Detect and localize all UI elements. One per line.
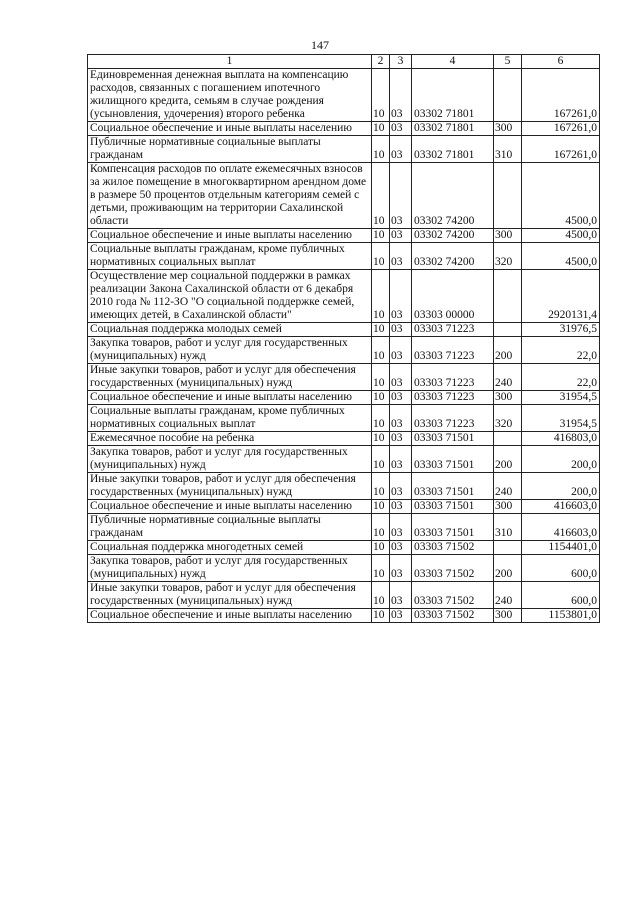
row-target-code-cell: 03303 71501 (412, 514, 494, 541)
row-section-cell: 10 (372, 69, 390, 122)
table-row (88, 323, 600, 337)
row-amount-cell: 416603,0 (522, 500, 600, 514)
row-amount-cell: 22,0 (522, 337, 600, 364)
row-name-cell: Закупка товаров, работ и услуг для государственных (муниципальных) нужд (88, 446, 372, 473)
row-section-cell: 10 (372, 243, 390, 270)
table-row (88, 582, 600, 609)
row-section-cell: 10 (372, 582, 390, 609)
row-subsection-cell: 03 (390, 229, 412, 243)
row-expense-type-cell: 240 (494, 582, 522, 609)
row-name-cell: Закупка товаров, работ и услуг для государственных (муниципальных) нужд (88, 555, 372, 582)
row-section-cell: 10 (372, 432, 390, 446)
row-expense-type-cell: 200 (494, 337, 522, 364)
row-section-cell: 10 (372, 609, 390, 623)
table-row (88, 243, 600, 270)
row-subsection-cell: 03 (390, 364, 412, 391)
table-row (88, 500, 600, 514)
table-row (88, 270, 600, 323)
row-target-code-cell: 03303 71223 (412, 405, 494, 432)
row-amount-cell: 31954,5 (522, 405, 600, 432)
row-amount-cell: 200,0 (522, 473, 600, 500)
row-expense-type-cell: 300 (494, 229, 522, 243)
row-expense-type-cell: 310 (494, 136, 522, 163)
table-row (88, 514, 600, 541)
row-name-cell: Иные закупки товаров, работ и услуг для обеспечения государственных (муниципальных) нужд (88, 473, 372, 500)
table-row (88, 405, 600, 432)
row-name-cell: Единовременная денежная выплата на компенсацию расходов, связанных с погашением ипотечного жилищного кредита, семьям в случае рождения (усыновления, удочерения) второго ребенка (88, 69, 372, 122)
row-name-cell: Иные закупки товаров, работ и услуг для обеспечения государственных (муниципальных) нужд (88, 364, 372, 391)
row-target-code-cell: 03303 71501 (412, 446, 494, 473)
row-amount-cell: 4500,0 (522, 163, 600, 229)
table-row (88, 609, 600, 623)
row-target-code-cell: 03303 71223 (412, 337, 494, 364)
row-name-cell: Осуществление мер социальной поддержки в рамках реализации Закона Сахалинской области от 6 декабря 2010 года № 112-ЗО "О социальной поддержке семей, имеющих детей, в Сахалинской области" (88, 270, 372, 323)
row-subsection-cell: 03 (390, 500, 412, 514)
row-subsection-cell: 03 (390, 555, 412, 582)
row-section-cell: 10 (372, 323, 390, 337)
row-name-cell: Социальная поддержка многодетных семей (88, 541, 372, 555)
row-name-cell: Публичные нормативные социальные выплаты гражданам (88, 136, 372, 163)
row-expense-type-cell: 320 (494, 243, 522, 270)
row-subsection-cell: 03 (390, 136, 412, 163)
row-amount-cell: 31954,5 (522, 391, 600, 405)
row-subsection-cell: 03 (390, 122, 412, 136)
header-cell: 2 (372, 55, 390, 69)
row-amount-cell: 167261,0 (522, 122, 600, 136)
row-section-cell: 10 (372, 270, 390, 323)
row-expense-type-cell: 200 (494, 446, 522, 473)
row-amount-cell: 4500,0 (522, 243, 600, 270)
table-row (88, 391, 600, 405)
row-expense-type-cell: 320 (494, 405, 522, 432)
table-row (88, 69, 600, 122)
row-amount-cell: 1154401,0 (522, 541, 600, 555)
row-target-code-cell: 03302 74200 (412, 163, 494, 229)
row-subsection-cell: 03 (390, 270, 412, 323)
row-section-cell: 10 (372, 136, 390, 163)
row-name-cell: Социальное обеспечение и иные выплаты населению (88, 500, 372, 514)
row-target-code-cell: 03303 71223 (412, 323, 494, 337)
row-subsection-cell: 03 (390, 473, 412, 500)
row-target-code-cell: 03303 71502 (412, 609, 494, 623)
row-subsection-cell: 03 (390, 541, 412, 555)
row-target-code-cell: 03302 74200 (412, 229, 494, 243)
row-subsection-cell: 03 (390, 582, 412, 609)
row-expense-type-cell (494, 541, 522, 555)
row-target-code-cell: 03303 71502 (412, 541, 494, 555)
row-name-cell: Социальное обеспечение и иные выплаты населению (88, 229, 372, 243)
table-row (88, 432, 600, 446)
row-name-cell: Ежемесячное пособие на ребенка (88, 432, 372, 446)
row-name-cell: Социальные выплаты гражданам, кроме публичных нормативных социальных выплат (88, 405, 372, 432)
table-row (88, 473, 600, 500)
row-section-cell: 10 (372, 473, 390, 500)
row-name-cell: Социальное обеспечение и иные выплаты населению (88, 391, 372, 405)
budget-table (87, 54, 600, 623)
row-name-cell: Социальное обеспечение и иные выплаты населению (88, 122, 372, 136)
header-cell: 1 (88, 55, 372, 69)
row-target-code-cell: 03303 00000 (412, 270, 494, 323)
row-subsection-cell: 03 (390, 432, 412, 446)
row-amount-cell: 22,0 (522, 364, 600, 391)
row-expense-type-cell: 300 (494, 609, 522, 623)
row-section-cell: 10 (372, 163, 390, 229)
table-row (88, 122, 600, 136)
row-section-cell: 10 (372, 391, 390, 405)
row-section-cell: 10 (372, 337, 390, 364)
row-name-cell: Публичные нормативные социальные выплаты гражданам (88, 514, 372, 541)
row-subsection-cell: 03 (390, 609, 412, 623)
row-target-code-cell: 03303 71223 (412, 364, 494, 391)
row-expense-type-cell: 300 (494, 122, 522, 136)
row-subsection-cell: 03 (390, 69, 412, 122)
row-section-cell: 10 (372, 514, 390, 541)
table-row (88, 555, 600, 582)
table-row (88, 541, 600, 555)
row-subsection-cell: 03 (390, 391, 412, 405)
header-cell: 3 (390, 55, 412, 69)
row-name-cell: Социальная поддержка молодых семей (88, 323, 372, 337)
row-subsection-cell: 03 (390, 337, 412, 364)
row-name-cell: Социальные выплаты гражданам, кроме публичных нормативных социальных выплат (88, 243, 372, 270)
row-section-cell: 10 (372, 555, 390, 582)
row-section-cell: 10 (372, 500, 390, 514)
row-amount-cell: 1153801,0 (522, 609, 600, 623)
header-cell: 6 (522, 55, 600, 69)
row-amount-cell: 600,0 (522, 555, 600, 582)
row-target-code-cell: 03303 71501 (412, 500, 494, 514)
table-row (88, 446, 600, 473)
row-target-code-cell: 03303 71502 (412, 555, 494, 582)
row-expense-type-cell: 310 (494, 514, 522, 541)
row-amount-cell: 416603,0 (522, 514, 600, 541)
row-subsection-cell: 03 (390, 243, 412, 270)
row-section-cell: 10 (372, 446, 390, 473)
row-target-code-cell: 03302 71801 (412, 69, 494, 122)
row-expense-type-cell: 240 (494, 364, 522, 391)
row-amount-cell: 200,0 (522, 446, 600, 473)
row-target-code-cell: 03303 71223 (412, 391, 494, 405)
row-expense-type-cell: 240 (494, 473, 522, 500)
row-amount-cell: 167261,0 (522, 69, 600, 122)
row-target-code-cell: 03303 71501 (412, 432, 494, 446)
row-expense-type-cell (494, 270, 522, 323)
header-cell: 5 (494, 55, 522, 69)
row-target-code-cell: 03303 71501 (412, 473, 494, 500)
row-expense-type-cell (494, 163, 522, 229)
row-section-cell: 10 (372, 122, 390, 136)
row-target-code-cell: 03302 74200 (412, 243, 494, 270)
row-amount-cell: 2920131,4 (522, 270, 600, 323)
row-target-code-cell: 03303 71502 (412, 582, 494, 609)
row-name-cell: Закупка товаров, работ и услуг для государственных (муниципальных) нужд (88, 337, 372, 364)
header-cell: 4 (412, 55, 494, 69)
row-target-code-cell: 03302 71801 (412, 136, 494, 163)
row-subsection-cell: 03 (390, 405, 412, 432)
table-row (88, 163, 600, 229)
row-expense-type-cell: 300 (494, 500, 522, 514)
row-section-cell: 10 (372, 229, 390, 243)
row-subsection-cell: 03 (390, 163, 412, 229)
row-subsection-cell: 03 (390, 446, 412, 473)
row-subsection-cell: 03 (390, 514, 412, 541)
row-expense-type-cell: 200 (494, 555, 522, 582)
row-name-cell: Социальное обеспечение и иные выплаты населению (88, 609, 372, 623)
row-expense-type-cell: 300 (494, 391, 522, 405)
row-amount-cell: 416803,0 (522, 432, 600, 446)
table-row (88, 364, 600, 391)
row-expense-type-cell (494, 323, 522, 337)
row-section-cell: 10 (372, 364, 390, 391)
table-row (88, 136, 600, 163)
row-subsection-cell: 03 (390, 323, 412, 337)
table-row (88, 337, 600, 364)
row-section-cell: 10 (372, 541, 390, 555)
row-name-cell: Компенсация расходов по оплате ежемесячных взносов за жилое помещение в многоквартирном арендном доме в размере 50 процентов отдельным категориям семей с детьми, проживающим на территории Сахалинской области (88, 163, 372, 229)
row-amount-cell: 600,0 (522, 582, 600, 609)
row-target-code-cell: 03302 71801 (412, 122, 494, 136)
page-number: 147 (311, 38, 329, 52)
row-amount-cell: 4500,0 (522, 229, 600, 243)
row-section-cell: 10 (372, 405, 390, 432)
row-expense-type-cell (494, 69, 522, 122)
row-expense-type-cell (494, 432, 522, 446)
table-row (88, 229, 600, 243)
row-name-cell: Иные закупки товаров, работ и услуг для обеспечения государственных (муниципальных) нужд (88, 582, 372, 609)
table-header-row (88, 55, 600, 69)
row-amount-cell: 167261,0 (522, 136, 600, 163)
row-amount-cell: 31976,5 (522, 323, 600, 337)
